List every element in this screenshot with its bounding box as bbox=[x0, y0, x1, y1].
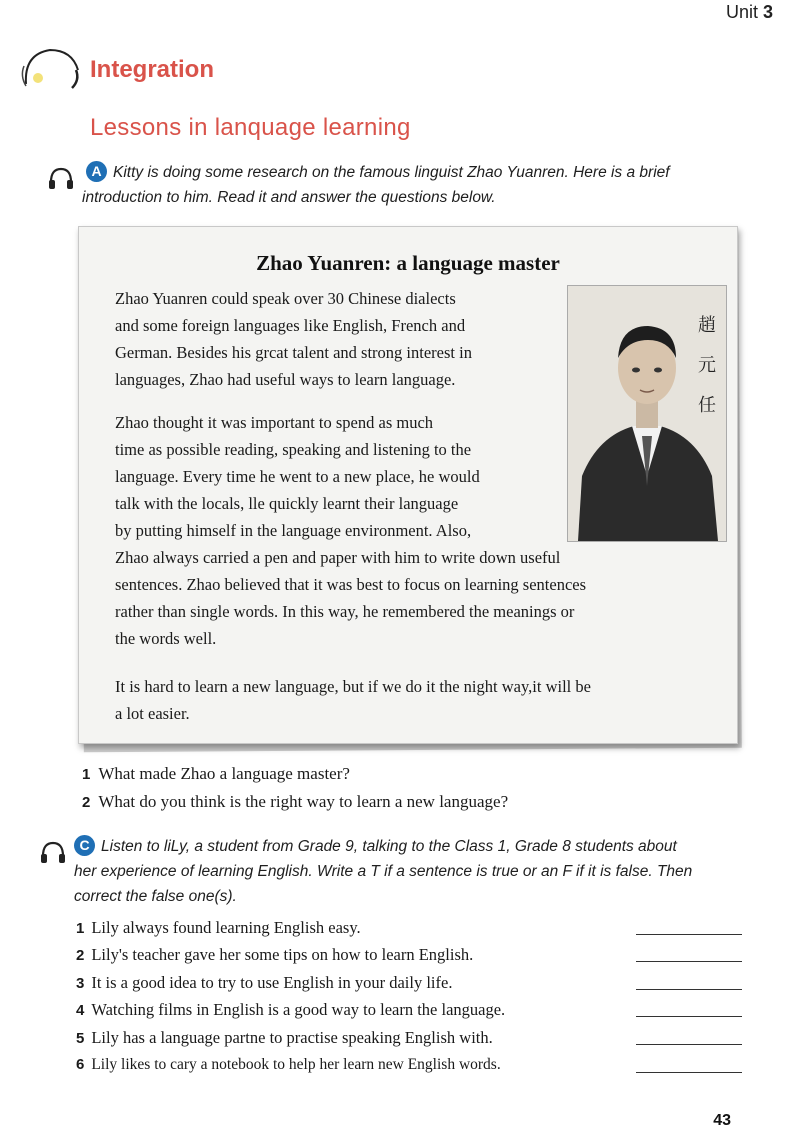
unit-number: 3 bbox=[762, 2, 773, 22]
integration-logo-icon bbox=[18, 44, 82, 94]
question-2: 2 What do you think is the right way to learn a new language? bbox=[82, 792, 509, 811]
answer-blank-3[interactable] bbox=[636, 989, 742, 990]
headphones-icon[interactable] bbox=[48, 166, 74, 190]
section-title: Integration bbox=[90, 56, 214, 83]
calligraphy-signature: 趙 元 任 bbox=[698, 315, 716, 416]
statement-1: 1 Lily always found learning English easy. bbox=[76, 918, 746, 938]
paragraph-1: Zhao Yuanren could speak over 30 Chinese dialects and some foreign languages like English, French and German. Besides his grcat talent and strong interest in languages, Zhao had useful ways to learn language. bbox=[115, 289, 472, 389]
answer-blank-5[interactable] bbox=[636, 1044, 742, 1045]
headphones-icon[interactable] bbox=[40, 840, 66, 864]
section-subtitle: Lessons in lanquage learning bbox=[90, 114, 411, 141]
statement-5: 5 Lily has a language partne to practise speaking English with. bbox=[76, 1028, 746, 1048]
question-1: 1 What made Zhao a language master? bbox=[82, 764, 350, 783]
answer-blank-2[interactable] bbox=[636, 961, 742, 962]
page-number: 43 bbox=[713, 1112, 731, 1129]
part-c-instruction: C Listen to liLy, a student from Grade 9, talking to the Class 1, Grade 8 students about her experience of learning English. Write a T if a sentence is true or an F if it is false. Then correct the false one(s). bbox=[74, 837, 693, 905]
zhao-portrait-photo bbox=[567, 285, 727, 542]
paragraph-3: It is hard to learn a new language, but if we do it the night way,it will be a lot easier. bbox=[115, 677, 591, 723]
answer-blank-1[interactable] bbox=[636, 934, 742, 935]
statement-2: 2 Lily's teacher gave her some tips on how to learn English. bbox=[76, 945, 746, 965]
unit-label: Unit 3 bbox=[725, 2, 773, 22]
statement-3: 3 It is a good idea to try to use English in your daily life. bbox=[76, 973, 746, 993]
paragraph-2: Zhao thought it was important to spend as much time as possible reading, speaking and listening to the language. Every time he went to a new place, he would talk with the locals, lle quickly learnt their language by putting himself in the language environment. Also, Zhao always carried a pen and paper with him to write down useful sentences. Zhao believed that it was best to focus on learning sentences rather than single words. In this way, he remembered the meanings or the words well. bbox=[115, 413, 587, 648]
part-c-badge: C bbox=[74, 835, 95, 856]
statement-4: 4 Watching films in English is a good way to learn the language. bbox=[76, 1000, 746, 1020]
part-a-badge: A bbox=[86, 161, 107, 182]
answer-blank-4[interactable] bbox=[636, 1016, 742, 1017]
article-card bbox=[78, 226, 738, 744]
part-a-instruction: A Kitty is doing some research on the famous linguist Zhao Yuanren. Here is a brief introduction to him. Read it and answer the questions below. bbox=[82, 163, 670, 206]
answer-blank-6[interactable] bbox=[636, 1072, 742, 1073]
article-title: Zhao Yuanren: a language master bbox=[256, 251, 560, 275]
statement-6: 6 Lily likes to cary a notebook to help her learn new English words. bbox=[76, 1056, 746, 1074]
